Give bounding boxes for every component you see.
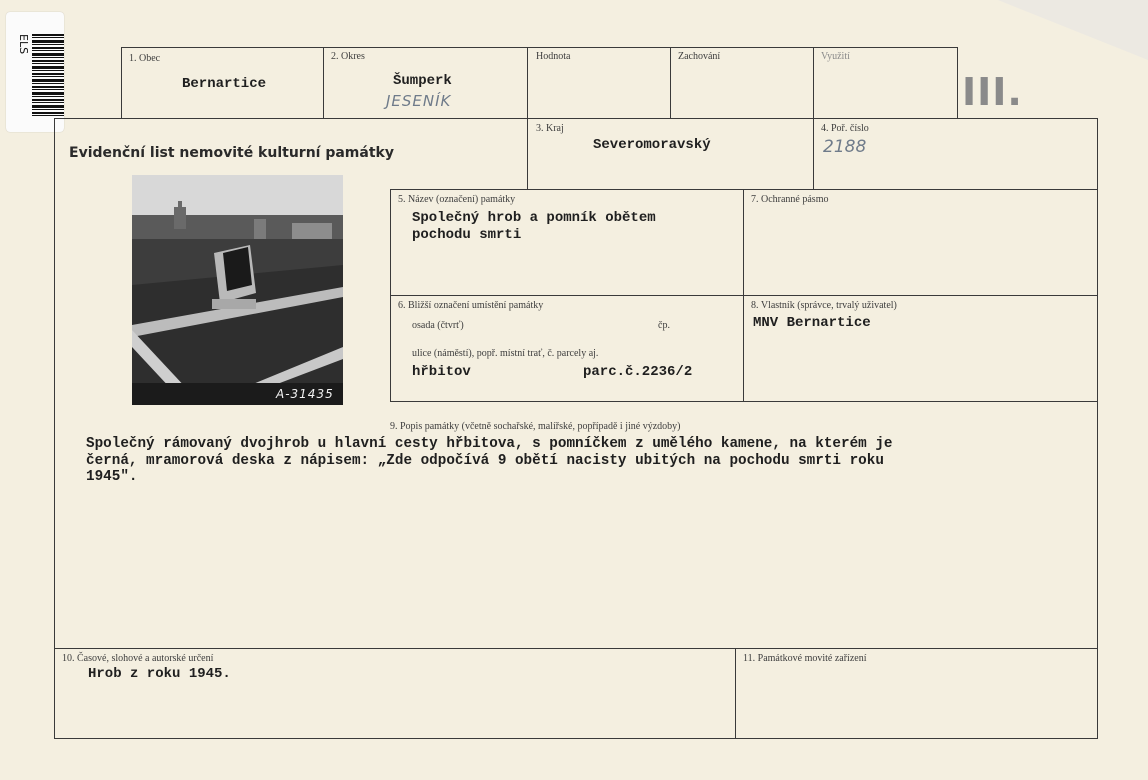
monument-photo bbox=[132, 175, 343, 405]
umisteni-label: 6. Bližší označení umístění památky bbox=[398, 300, 544, 311]
zachovani-label: Zachování bbox=[678, 51, 721, 62]
divider bbox=[390, 189, 1098, 190]
divider bbox=[323, 47, 324, 119]
popis-label: 9. Popis památky (včetně sochařské, malířské, popřípadě i jiné výzdoby) bbox=[390, 421, 681, 432]
category-mark: III. bbox=[962, 70, 1023, 114]
okres-label: 2. Okres bbox=[331, 51, 365, 62]
divider bbox=[527, 118, 528, 189]
zarizeni-label: 11. Památkové movité zařízení bbox=[743, 653, 867, 664]
kraj-value: Severomoravský bbox=[593, 137, 711, 153]
popis-text: Společný rámovaný dvojhrob u hlavní cesty hřbitova, s pomníčkem z umělého kamene, na kterém je černá, mramorová deska z nápisem: „Zde odpočívá 9 obětí nacisty ubitých na pochodu smrti roku 1945". bbox=[86, 436, 893, 485]
form-title: Evidenční list nemovité kulturní památky bbox=[69, 145, 394, 161]
divider bbox=[813, 47, 814, 119]
divider bbox=[390, 401, 1098, 402]
vyuziti-label: Využití bbox=[821, 51, 850, 62]
okres-value: Šumperk bbox=[393, 73, 452, 89]
divider bbox=[390, 295, 1098, 296]
osada-label: osada (čtvrť) bbox=[412, 320, 464, 331]
divider bbox=[527, 47, 528, 119]
obec-value: Bernartice bbox=[182, 76, 267, 92]
photo-number: A-31435 bbox=[276, 387, 334, 401]
ulice-value: hřbitov bbox=[412, 364, 471, 380]
cemetery-grave-image bbox=[132, 175, 343, 405]
ochranne-pasmo-label: 7. Ochranné pásmo bbox=[751, 194, 829, 205]
por-cislo-label: 4. Poř. číslo bbox=[821, 123, 869, 134]
datace-label: 10. Časové, slohové a autorské určení bbox=[62, 653, 214, 664]
parcela-value: parc.č.2236/2 bbox=[583, 364, 693, 380]
barcode-sticker bbox=[6, 12, 64, 132]
kraj-label: 3. Kraj bbox=[536, 123, 564, 134]
nazev-value-line2: pochodu smrti bbox=[412, 227, 522, 243]
cp-label: čp. bbox=[658, 320, 670, 331]
nazev-value-line1: Společný hrob a pomník obětem bbox=[412, 210, 656, 226]
divider bbox=[670, 47, 671, 119]
datace-value: Hrob z roku 1945. bbox=[88, 666, 231, 682]
obec-label: 1. Obec bbox=[129, 53, 161, 64]
card-corner bbox=[998, 0, 1148, 60]
vlastnik-label: 8. Vlastník (správce, trvalý uživatel) bbox=[751, 300, 897, 311]
hodnota-label: Hodnota bbox=[536, 51, 571, 62]
nazev-label: 5. Název (označení) památky bbox=[398, 194, 516, 205]
divider bbox=[54, 648, 1098, 649]
barcode-icon bbox=[32, 34, 64, 118]
divider bbox=[735, 648, 736, 739]
ulice-label: ulice (náměstí), popř. místní trať, č. parcely aj. bbox=[412, 348, 599, 359]
okres-handwritten: JESENÍK bbox=[386, 92, 452, 110]
vlastnik-value: MNV Bernartice bbox=[753, 315, 871, 331]
por-cislo-value: 2188 bbox=[823, 137, 867, 157]
sticker-label: ELS bbox=[17, 34, 30, 55]
divider bbox=[813, 118, 814, 189]
